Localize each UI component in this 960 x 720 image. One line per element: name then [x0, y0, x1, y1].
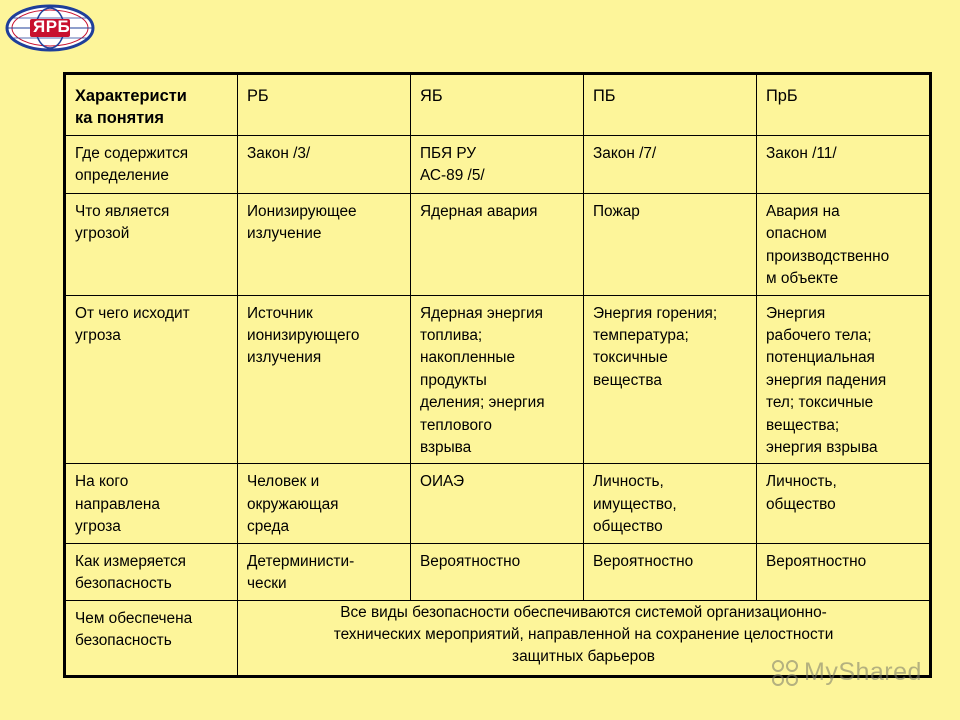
header-rb: РБ [238, 74, 411, 136]
table-row [65, 295, 931, 464]
table-cell: Закон /3/ [238, 136, 411, 194]
merged-cell: Все виды безопасности обеспечиваются системой организационно- технических мероприятий, направленной на сохранение целостности защитных барьеров [238, 600, 931, 676]
table-cell: Ядерная энергия топлива; накопленные продукты деления; энергия теплового взрыва [411, 295, 584, 464]
logo-text: ЯРБ [33, 17, 71, 36]
table-row [65, 543, 931, 600]
table-cell: Пожар [584, 194, 757, 296]
table-cell: Энергия рабочего тела; потенциальная энергия падения тел; токсичные вещества; энергия взрыва [757, 295, 931, 464]
table-cell: Детерминисти- чески [238, 543, 411, 600]
table-cell: Человек и окружающая среда [238, 464, 411, 543]
table-cell: Чем обеспечена безопасность [65, 600, 238, 676]
table-cell: Вероятностно [584, 543, 757, 600]
table-cell: Ядерная авария [411, 194, 584, 296]
header-pb: ПБ [584, 74, 757, 136]
header-yab: ЯБ [411, 74, 584, 136]
table-cell: Что является угрозой [65, 194, 238, 296]
table-cell: Энергия горения; температура; токсичные вещества [584, 295, 757, 464]
header-characteristic: Характеристи ка понятия [65, 74, 238, 136]
table-header-row [65, 74, 931, 136]
table-cell: Источник ионизирующего излучения [238, 295, 411, 464]
table-cell: Авария на опасном производственно м объекте [757, 194, 931, 296]
table-cell: ПБЯ РУ АС-89 /5/ [411, 136, 584, 194]
header-prb: ПрБ [757, 74, 931, 136]
table-cell: Где содержится определение [65, 136, 238, 194]
table-cell: Закон /11/ [757, 136, 931, 194]
table-row [65, 136, 931, 194]
myshared-logo-icon [768, 656, 802, 690]
table-cell: Вероятностно [411, 543, 584, 600]
table-cell: Вероятностно [757, 543, 931, 600]
comparison-table [63, 72, 932, 678]
table-cell: Как измеряется безопасность [65, 543, 238, 600]
table-cell: От чего исходит угроза [65, 295, 238, 464]
table-cell: Закон /7/ [584, 136, 757, 194]
table-row [65, 464, 931, 543]
watermark-text: MyShared [804, 658, 922, 686]
table-cell: ОИАЭ [411, 464, 584, 543]
watermark [768, 656, 928, 692]
table-cell: На кого направлена угроза [65, 464, 238, 543]
table-cell: Ионизирующее излучение [238, 194, 411, 296]
table-row [65, 194, 931, 296]
logo [4, 2, 96, 54]
table-cell: Личность, общество [757, 464, 931, 543]
table-cell: Личность, имущество, общество [584, 464, 757, 543]
